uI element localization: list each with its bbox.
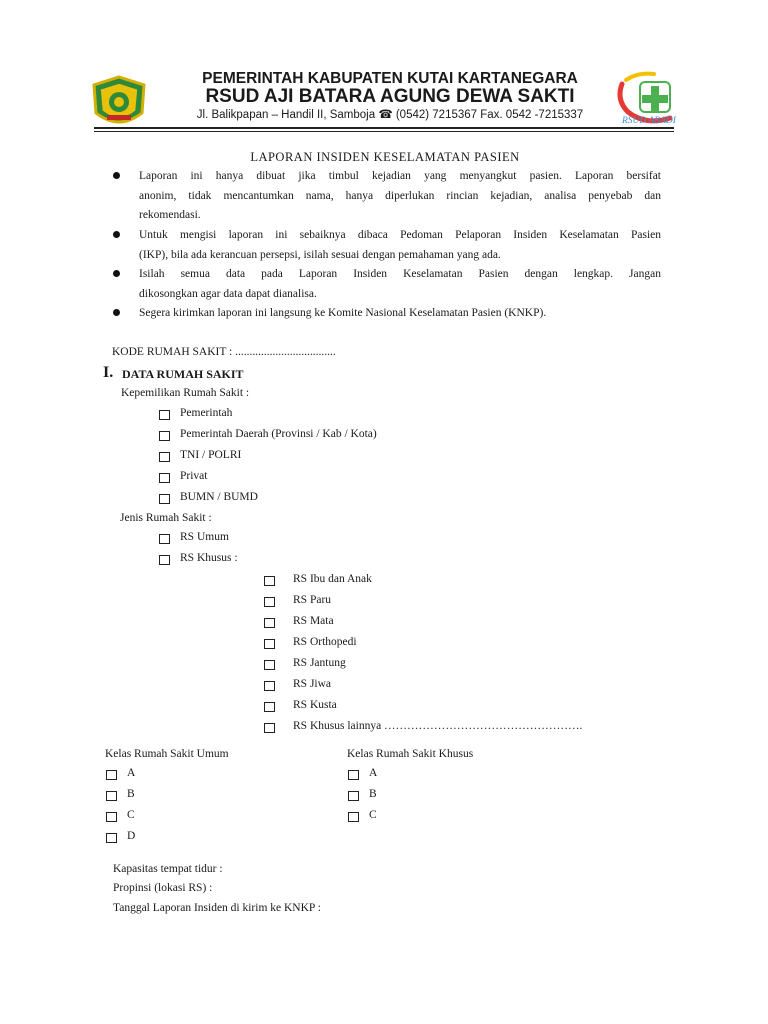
document-title: LAPORAN INSIDEN KESELAMATAN PASIEN	[250, 150, 520, 164]
instruction-line: Untuk mengisi laporan ini sebaiknya dibaca Pedoman Pelaporan Insiden Keselamatan Pasien	[139, 229, 661, 241]
checkbox-rs-jiwa[interactable]	[264, 681, 275, 691]
bullet-icon	[113, 231, 120, 238]
option-label: RS Khusus :	[180, 552, 238, 564]
option-label: D	[127, 830, 136, 842]
checkbox-class-umum-d[interactable]	[106, 833, 117, 843]
checkbox-class-khusus-a[interactable]	[348, 770, 359, 780]
instruction-item	[139, 167, 661, 226]
general-class-label: Kelas Rumah Sakit Umum	[105, 748, 229, 760]
checkbox-bumn-bumd[interactable]	[159, 494, 170, 504]
option-label: Pemerintah	[180, 407, 233, 419]
option-label: Pemerintah Daerah (Provinsi / Kab / Kota)	[180, 428, 377, 440]
instruction-item	[139, 226, 661, 265]
instruction-line: anonim, tidak mencantumkan nama, hanya diperlukan rincian kejadian, analisa penyebab dan	[139, 189, 661, 202]
checkbox-class-khusus-b[interactable]	[348, 791, 359, 801]
checkbox-class-khusus-c[interactable]	[348, 812, 359, 822]
checkbox-privat[interactable]	[159, 473, 170, 483]
option-label: C	[127, 809, 135, 821]
checkbox-rs-ibu-anak[interactable]	[264, 576, 275, 586]
option-label: RS Jantung	[293, 657, 346, 669]
checkbox-rs-khusus[interactable]	[159, 555, 170, 565]
checkbox-rs-jantung[interactable]	[264, 660, 275, 670]
option-label: RS Kusta	[293, 699, 337, 711]
right-logo-caption: RSUD ABADI	[622, 116, 676, 126]
report-date-field[interactable]: Tanggal Laporan Insiden di kirim ke KNKP :	[113, 902, 321, 914]
checkbox-pemerintah-daerah[interactable]	[159, 431, 170, 441]
checkbox-class-umum-b[interactable]	[106, 791, 117, 801]
option-label: RS Orthopedi	[293, 636, 357, 648]
header-divider-thick	[94, 127, 674, 129]
option-label: C	[369, 809, 377, 821]
header-government-name: PEMERINTAH KABUPATEN KUTAI KARTANEGARA	[202, 70, 578, 87]
option-label: RS Umum	[180, 531, 229, 543]
bullet-icon	[113, 172, 120, 179]
option-label: A	[127, 767, 136, 779]
ownership-label: Kepemilikan Rumah Sakit :	[121, 387, 250, 399]
checkbox-rs-orthopedi[interactable]	[264, 639, 275, 649]
instruction-line: Segera kirimkan laporan ini langsung ke Komite Nasional Keselamatan Pasien (KNKP).	[139, 307, 547, 319]
instruction-item	[139, 304, 661, 324]
checkbox-pemerintah[interactable]	[159, 410, 170, 420]
hospital-code-field[interactable]: KODE RUMAH SAKIT : ...................................	[112, 346, 336, 358]
instruction-line: (IKP), bila ada kerancuan persepsi, isilah sesuai dengan pemahaman yang ada.	[139, 248, 501, 261]
instruction-line: dikosongkan agar data dapat dianalisa.	[139, 287, 317, 300]
option-label: RS Khusus lainnya …………………………………………….	[293, 720, 583, 732]
option-label: B	[127, 788, 135, 800]
option-label: BUMN / BUMD	[180, 491, 258, 503]
province-field[interactable]: Propinsi (lokasi RS) :	[113, 882, 213, 894]
header-address: Jl. Balikpapan – Handil II, Samboja ☎ (0542) 7215367 Fax. 0542 -7215337	[196, 109, 584, 121]
bullet-icon	[113, 309, 120, 316]
bullet-icon	[113, 270, 120, 277]
section-number: I.	[103, 364, 114, 381]
option-label: TNI / POLRI	[180, 449, 242, 461]
checkbox-rs-paru[interactable]	[264, 597, 275, 607]
checkbox-rs-khusus-lainnya[interactable]	[264, 723, 275, 733]
checkbox-class-umum-c[interactable]	[106, 812, 117, 822]
special-class-label: Kelas Rumah Sakit Khusus	[347, 748, 474, 760]
checkbox-class-umum-a[interactable]	[106, 770, 117, 780]
hospital-type-label: Jenis Rumah Sakit :	[120, 512, 212, 524]
option-label: A	[369, 767, 378, 779]
section-title: DATA RUMAH SAKIT	[122, 367, 244, 381]
option-label: B	[369, 788, 377, 800]
checkbox-rs-mata[interactable]	[264, 618, 275, 628]
checkbox-tni-polri[interactable]	[159, 452, 170, 462]
option-label: Privat	[180, 470, 208, 482]
checkbox-rs-umum[interactable]	[159, 534, 170, 544]
option-label: RS Paru	[293, 594, 332, 606]
instruction-line: Isilah semua data pada Laporan Insiden Keselamatan Pasien dengan lengkap. Jangan	[139, 268, 661, 280]
header-divider-thin	[94, 131, 674, 132]
instruction-line: rekomendasi.	[139, 209, 201, 221]
option-label: RS Mata	[293, 615, 334, 627]
option-label: RS Jiwa	[293, 678, 332, 690]
bed-capacity-field[interactable]: Kapasitas tempat tidur :	[113, 863, 223, 875]
regency-emblem-logo	[90, 75, 148, 131]
checkbox-rs-kusta[interactable]	[264, 702, 275, 712]
option-label: RS Ibu dan Anak	[293, 573, 372, 585]
header-hospital-name: RSUD AJI BATARA AGUNG DEWA SAKTI	[205, 86, 575, 107]
instruction-item	[139, 265, 661, 304]
instruction-line: Laporan ini hanya dibuat jika timbul kejadian yang menyangkut pasien. Laporan bersifat	[139, 170, 661, 182]
